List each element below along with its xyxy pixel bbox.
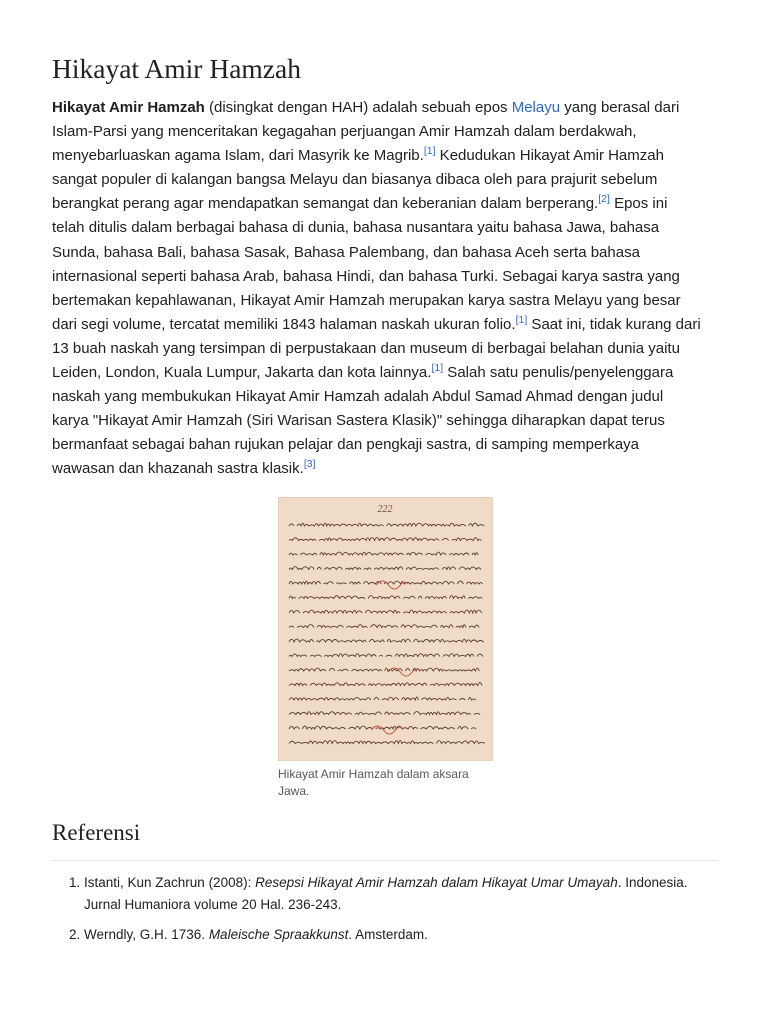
red-ink-mark xyxy=(388,668,420,676)
script-line xyxy=(289,625,479,628)
script-line xyxy=(289,567,481,570)
script-line xyxy=(289,538,481,541)
reference-author: Werndly, G.H. 1736. xyxy=(84,927,209,942)
text-segment: Salah satu penulis/penyelenggara naskah yang membukukan Hikayat Amir Hamzah adalah Abdul Samad Ahmad dengan judul karya "Hikayat Amir Hamzah (Siri Warisan Sastera Klasik)" sehingga diharapkan dapat terus bermanfaat sebagai bahan rujukan pelajar dan pengkaji sastra, di samping memperkaya wawasan dan khazanah sastra klasik. xyxy=(52,364,674,478)
citation-link[interactable]: [2] xyxy=(598,193,610,206)
lead-bold-term: Hikayat Amir Hamzah xyxy=(52,99,205,116)
manuscript-image[interactable] xyxy=(278,497,493,761)
script-line xyxy=(289,726,479,729)
reference-details: . Amsterdam. xyxy=(348,927,428,942)
script-line xyxy=(289,552,481,555)
citation-link[interactable]: [1] xyxy=(423,145,436,158)
reference-list xyxy=(52,872,724,955)
text-segment: Saat ini, tidak kurang dari 13 buah naskah yang tersimpan di perpustakaan dan museum di berbagai belahan dunia yaitu Leiden, London, Kuala Lumpur, Jakarta dan kota lainnya. xyxy=(52,315,701,382)
citation-link[interactable]: [1] xyxy=(431,362,444,375)
reference-item xyxy=(84,872,724,915)
reference-item xyxy=(84,924,724,946)
reference-title: Resepsi Hikayat Amir Hamzah dalam Hikayat Umar Umayah xyxy=(255,875,618,890)
citation xyxy=(424,145,436,157)
text-segment: Kedudukan Hikayat Amir Hamzah sangat populer di kalangan bangsa Melayu dan biasanya dibaca oleh para prajurit sebelum berangkat perang agar mendapatkan semangat dan keberanian dalam berperang. xyxy=(52,147,664,213)
page-title: Hikayat Amir Hamzah xyxy=(52,53,301,84)
script-lines xyxy=(289,523,487,743)
figure xyxy=(278,497,494,800)
script-line xyxy=(289,654,486,657)
text-segment: (disingkat dengan HAH) adalah sebuah epos xyxy=(204,99,512,116)
script-line xyxy=(289,610,482,613)
lead-paragraph xyxy=(52,96,704,482)
reference-author: Istanti, Kun Zachrun (2008): xyxy=(84,875,256,890)
script-line xyxy=(289,712,480,715)
reference-title: Maleische Spraakkunst xyxy=(208,927,349,942)
script-line xyxy=(289,741,485,744)
figure-caption: Hikayat Amir Hamzah dalam aksara Jawa. xyxy=(278,767,469,798)
script-line xyxy=(289,639,484,642)
manuscript-script-drawing xyxy=(279,498,492,760)
text-segment: Epos ini telah ditulis dalam berbagai bahasa di dunia, bahasa nusantara yaitu bahasa Jawa, bahasa Sunda, bahasa Bali, bahasa Sasak, Bahasa Palembang, dan bahasa Aceh serta bahasa internasional seperti bahasa Arab, bahasa Hindi, dan bahasa Turki. Sebagai karya sastra yang bertemakan kepahlawanan, Hikayat Amir Hamzah merupakan karya sastra Melayu yang besar dari segi volume, tercatat memiliki 1843 halaman naskah ukuran folio. xyxy=(52,195,681,333)
script-line xyxy=(289,523,487,526)
text-segment: yang berasal dari Islam-Parsi yang menceritakan kegagahan perjuangan Amir Hamzah dalam berdakwah, menyebarluaskan agama Islam, dari Masyrik ke Magrib. xyxy=(52,99,680,165)
script-line xyxy=(289,596,482,599)
section-heading-references: Referensi xyxy=(52,820,141,845)
reference-details: . Indonesia. Jurnal Humaniora volume 20 Hal. 236-243. xyxy=(84,875,688,912)
script-line xyxy=(289,697,479,700)
citation xyxy=(516,314,528,326)
section-divider xyxy=(52,860,718,861)
link-melayu[interactable]: Melayu xyxy=(511,99,561,116)
citation xyxy=(431,362,443,374)
citation xyxy=(598,193,610,205)
citation-link[interactable]: [1] xyxy=(515,313,528,326)
citation-link[interactable]: [3] xyxy=(303,458,316,471)
script-line xyxy=(289,668,479,671)
script-line xyxy=(289,683,482,686)
manuscript-page-number: 222 xyxy=(377,504,393,515)
citation xyxy=(304,458,316,470)
